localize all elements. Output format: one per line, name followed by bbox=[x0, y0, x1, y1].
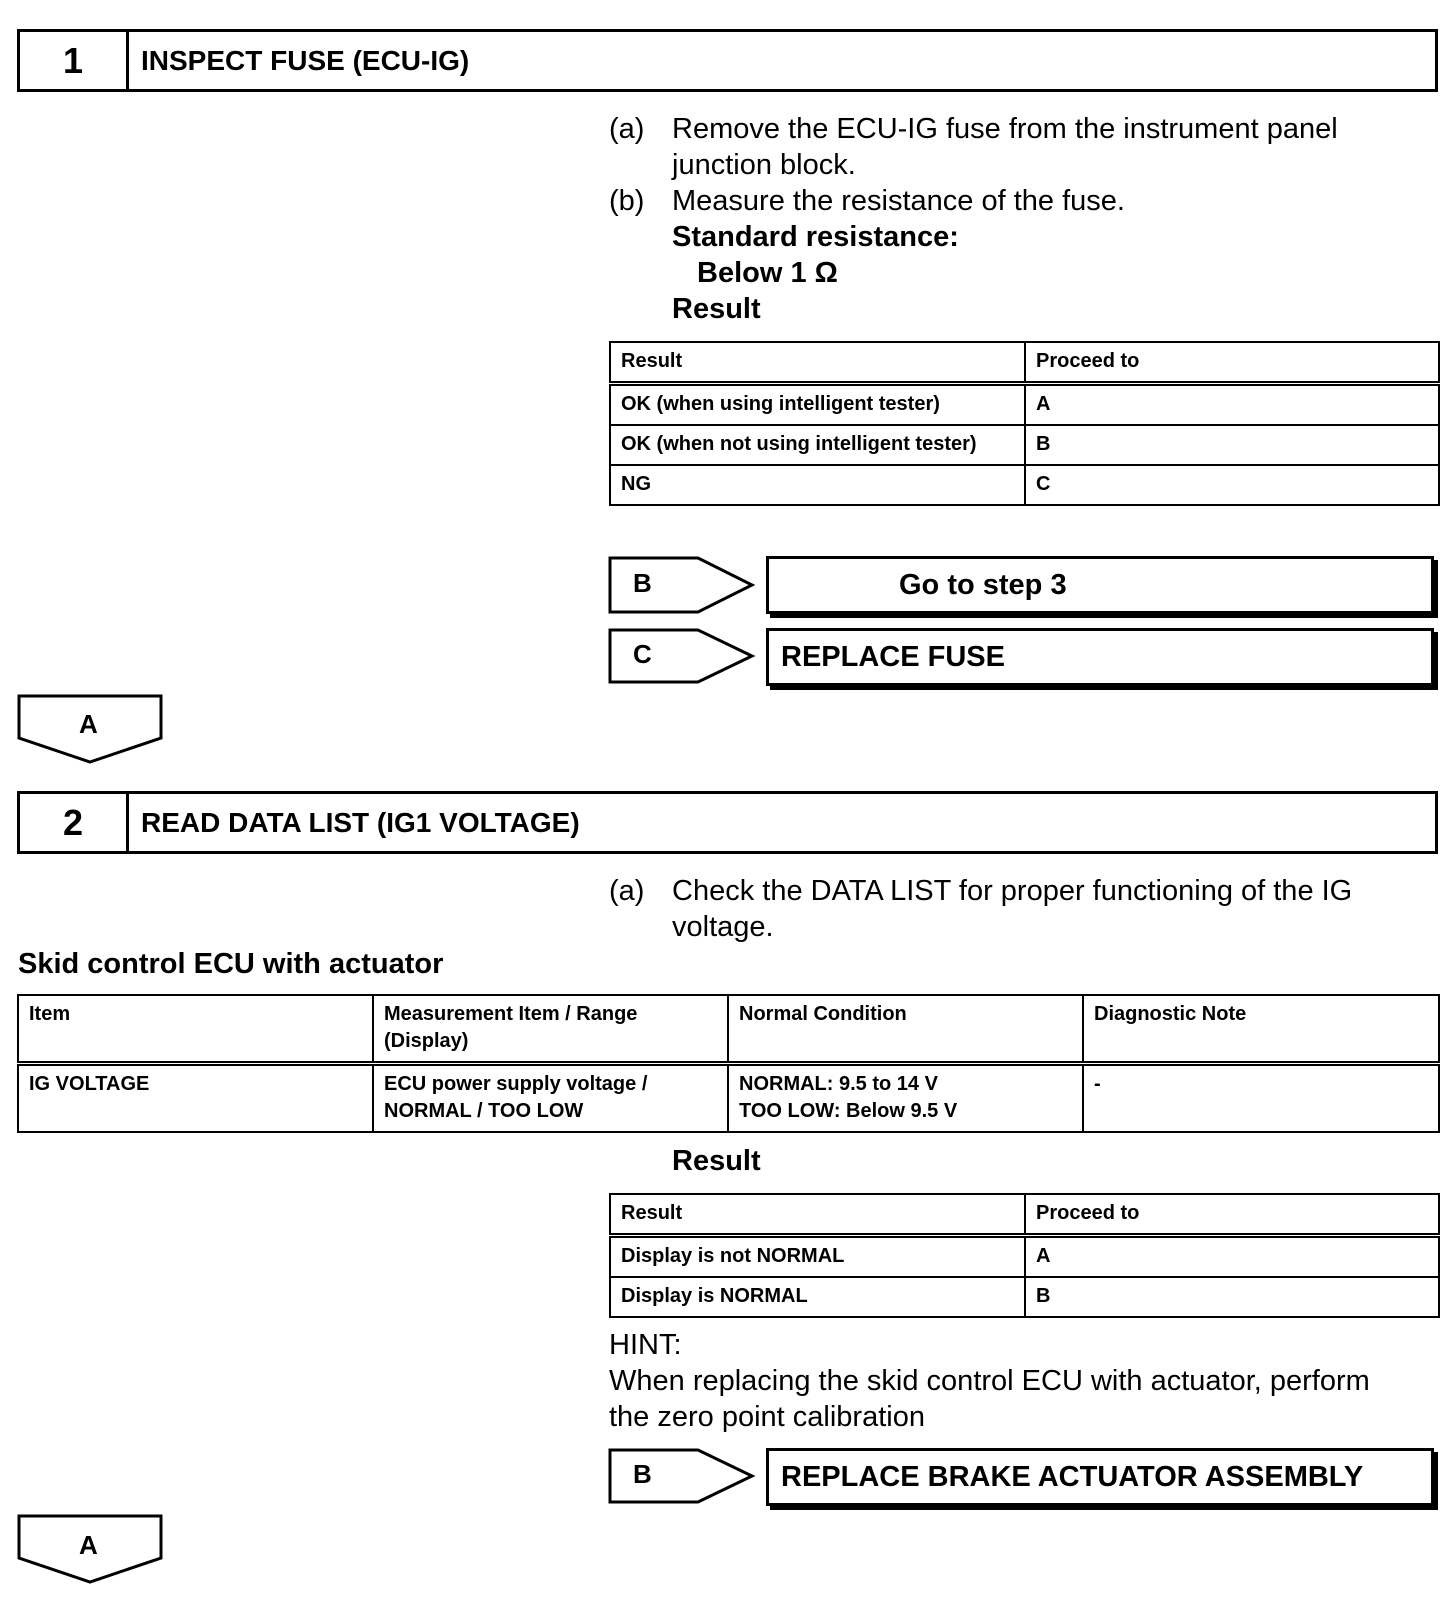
standard-resistance-value: Below 1 Ω bbox=[697, 257, 838, 289]
normal-condition-cell bbox=[728, 1064, 1083, 1133]
replace-fuse-box[interactable] bbox=[766, 628, 1434, 686]
continue-a-letter: A bbox=[79, 709, 98, 739]
result-heading: Result bbox=[672, 1145, 761, 1177]
table-header-row bbox=[18, 995, 1439, 1064]
step-1-header bbox=[17, 29, 1438, 92]
normal-line2: TOO LOW: Below 9.5 V bbox=[739, 1100, 958, 1122]
instruction-a-label: (a) bbox=[609, 875, 645, 907]
header-normal-condition: Normal Condition bbox=[728, 995, 1083, 1064]
normal-line1: NORMAL: 9.5 to 14 V bbox=[739, 1073, 938, 1095]
table-row bbox=[18, 1064, 1439, 1133]
header-proceed-to: Proceed to bbox=[1025, 1194, 1439, 1236]
data-list-table bbox=[17, 994, 1440, 1133]
section-subtitle: Skid control ECU with actuator bbox=[18, 948, 444, 980]
instruction-a-line2: voltage. bbox=[672, 911, 774, 943]
measurement-line2: NORMAL / TOO LOW bbox=[384, 1100, 584, 1122]
result-table-step2 bbox=[609, 1193, 1440, 1318]
result-heading: Result bbox=[672, 293, 761, 325]
instruction-a-line1: Remove the ECU-IG fuse from the instrument panel bbox=[672, 113, 1338, 145]
proceed-cell: B bbox=[1025, 425, 1439, 465]
header-result: Result bbox=[610, 342, 1025, 384]
table-row bbox=[610, 1277, 1439, 1317]
action-text: Go to step 3 bbox=[899, 568, 1067, 601]
result-table-step1 bbox=[609, 341, 1440, 506]
proceed-cell: B bbox=[1025, 1277, 1439, 1317]
hint-line1: When replacing the skid control ECU with actuator, perform bbox=[609, 1365, 1370, 1397]
step-1-title: INSPECT FUSE (ECU-IG) bbox=[141, 44, 470, 76]
measurement-cell bbox=[373, 1064, 728, 1133]
hint-label: HINT: bbox=[609, 1329, 682, 1361]
proceed-cell: C bbox=[1025, 465, 1439, 505]
branch-b-letter: B bbox=[633, 1459, 652, 1489]
step-2-title: READ DATA LIST (IG1 VOLTAGE) bbox=[141, 806, 580, 838]
table-row bbox=[610, 1236, 1439, 1278]
header-proceed-to: Proceed to bbox=[1025, 342, 1439, 384]
item-cell: IG VOLTAGE bbox=[18, 1064, 373, 1133]
result-cell: Display is NORMAL bbox=[610, 1277, 1025, 1317]
instruction-b-label: (b) bbox=[609, 185, 645, 217]
table-header-row bbox=[610, 1194, 1439, 1236]
branch-b-letter: B bbox=[633, 568, 652, 598]
hint-line2: the zero point calibration bbox=[609, 1401, 925, 1433]
action-text: REPLACE FUSE bbox=[781, 640, 1005, 673]
table-row bbox=[610, 425, 1439, 465]
branch-c-letter: C bbox=[633, 639, 652, 669]
step-1-number: 1 bbox=[20, 32, 129, 89]
result-cell: NG bbox=[610, 465, 1025, 505]
instruction-a-label: (a) bbox=[609, 113, 645, 145]
standard-resistance-label: Standard resistance: bbox=[672, 221, 959, 253]
header-item: Item bbox=[18, 995, 373, 1064]
step-2-number: 2 bbox=[20, 794, 129, 851]
continue-a-letter: A bbox=[79, 1530, 98, 1560]
table-row bbox=[610, 384, 1439, 426]
instruction-b-text: Measure the resistance of the fuse. bbox=[672, 185, 1125, 217]
header-result: Result bbox=[610, 1194, 1025, 1236]
branch-arrow-icon bbox=[608, 1448, 758, 1504]
go-to-step-3-box[interactable] bbox=[766, 556, 1434, 614]
proceed-cell: A bbox=[1025, 384, 1439, 426]
step-2-header bbox=[17, 791, 1438, 854]
table-row bbox=[610, 465, 1439, 505]
instruction-a-line1: Check the DATA LIST for proper functioning of the IG bbox=[672, 875, 1353, 907]
diagnostic-note-cell: - bbox=[1083, 1064, 1439, 1133]
result-cell: OK (when not using intelligent tester) bbox=[610, 425, 1025, 465]
branch-arrow-icon bbox=[608, 628, 758, 684]
table-header-row bbox=[610, 342, 1439, 384]
proceed-cell: A bbox=[1025, 1236, 1439, 1278]
result-cell: OK (when using intelligent tester) bbox=[610, 384, 1025, 426]
branch-arrow-icon bbox=[608, 556, 758, 614]
result-cell: Display is not NORMAL bbox=[610, 1236, 1025, 1278]
instruction-a-line2: junction block. bbox=[672, 149, 856, 181]
replace-brake-actuator-box[interactable] bbox=[766, 1448, 1434, 1506]
header-diagnostic-note: Diagnostic Note bbox=[1083, 995, 1439, 1064]
action-text: REPLACE BRAKE ACTUATOR ASSEMBLY bbox=[781, 1460, 1364, 1493]
header-measurement: Measurement Item / Range (Display) bbox=[373, 995, 728, 1064]
measurement-line1: ECU power supply voltage / bbox=[384, 1073, 648, 1095]
